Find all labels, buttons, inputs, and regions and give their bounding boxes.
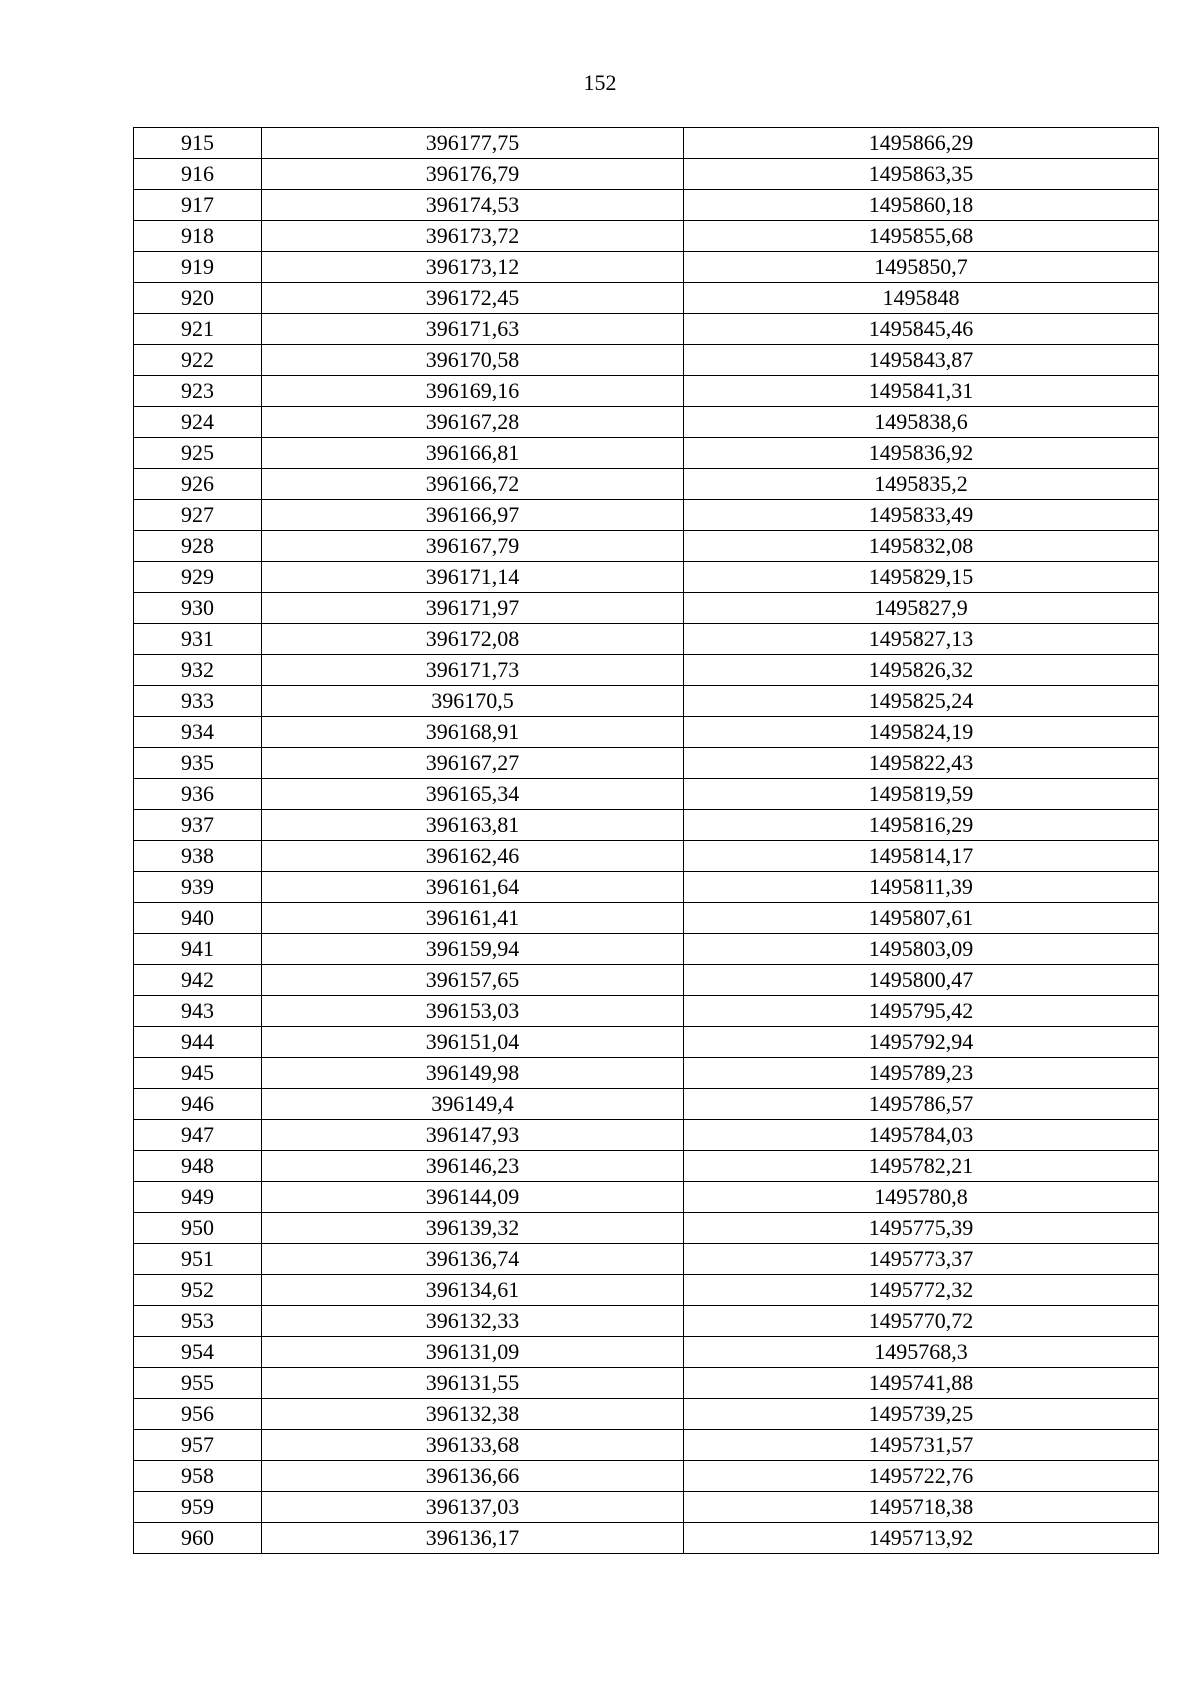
x-coordinate-cell: 396161,64	[262, 872, 684, 903]
x-coordinate-cell: 396168,91	[262, 717, 684, 748]
table-row	[134, 1337, 1159, 1368]
y-coordinate-cell: 1495780,8	[684, 1182, 1159, 1213]
table-row	[134, 1492, 1159, 1523]
table-row	[134, 283, 1159, 314]
point-number-cell: 940	[134, 903, 262, 934]
table-row	[134, 190, 1159, 221]
y-coordinate-cell: 1495713,92	[684, 1523, 1159, 1554]
point-number-cell: 945	[134, 1058, 262, 1089]
y-coordinate-cell: 1495722,76	[684, 1461, 1159, 1492]
table-row	[134, 1430, 1159, 1461]
x-coordinate-cell: 396149,98	[262, 1058, 684, 1089]
x-coordinate-cell: 396131,55	[262, 1368, 684, 1399]
y-coordinate-cell: 1495784,03	[684, 1120, 1159, 1151]
y-coordinate-cell: 1495855,68	[684, 221, 1159, 252]
point-number-cell: 923	[134, 376, 262, 407]
y-coordinate-cell: 1495775,39	[684, 1213, 1159, 1244]
point-number-cell: 932	[134, 655, 262, 686]
x-coordinate-cell: 396165,34	[262, 779, 684, 810]
point-number-cell: 954	[134, 1337, 262, 1368]
x-coordinate-cell: 396174,53	[262, 190, 684, 221]
y-coordinate-cell: 1495803,09	[684, 934, 1159, 965]
y-coordinate-cell: 1495827,9	[684, 593, 1159, 624]
y-coordinate-cell: 1495718,38	[684, 1492, 1159, 1523]
point-number-cell: 924	[134, 407, 262, 438]
point-number-cell: 939	[134, 872, 262, 903]
point-number-cell: 941	[134, 934, 262, 965]
table-row	[134, 1244, 1159, 1275]
x-coordinate-cell: 396167,28	[262, 407, 684, 438]
point-number-cell: 950	[134, 1213, 262, 1244]
table-row	[134, 1120, 1159, 1151]
y-coordinate-cell: 1495800,47	[684, 965, 1159, 996]
x-coordinate-cell: 396132,33	[262, 1306, 684, 1337]
point-number-cell: 929	[134, 562, 262, 593]
y-coordinate-cell: 1495824,19	[684, 717, 1159, 748]
table-row	[134, 1027, 1159, 1058]
point-number-cell: 921	[134, 314, 262, 345]
y-coordinate-cell: 1495826,32	[684, 655, 1159, 686]
x-coordinate-cell: 396146,23	[262, 1151, 684, 1182]
table-row	[134, 593, 1159, 624]
point-number-cell: 946	[134, 1089, 262, 1120]
x-coordinate-cell: 396136,17	[262, 1523, 684, 1554]
x-coordinate-cell: 396139,32	[262, 1213, 684, 1244]
x-coordinate-cell: 396172,45	[262, 283, 684, 314]
point-number-cell: 953	[134, 1306, 262, 1337]
y-coordinate-cell: 1495838,6	[684, 407, 1159, 438]
y-coordinate-cell: 1495829,15	[684, 562, 1159, 593]
y-coordinate-cell: 1495866,29	[684, 128, 1159, 159]
table-row	[134, 779, 1159, 810]
x-coordinate-cell: 396170,5	[262, 686, 684, 717]
y-coordinate-cell: 1495789,23	[684, 1058, 1159, 1089]
table-row	[134, 128, 1159, 159]
x-coordinate-cell: 396176,79	[262, 159, 684, 190]
y-coordinate-cell: 1495807,61	[684, 903, 1159, 934]
y-coordinate-cell: 1495845,46	[684, 314, 1159, 345]
y-coordinate-cell: 1495782,21	[684, 1151, 1159, 1182]
table-row	[134, 717, 1159, 748]
point-number-cell: 958	[134, 1461, 262, 1492]
table-row	[134, 562, 1159, 593]
table-row	[134, 965, 1159, 996]
x-coordinate-cell: 396171,14	[262, 562, 684, 593]
y-coordinate-cell: 1495848	[684, 283, 1159, 314]
x-coordinate-cell: 396136,66	[262, 1461, 684, 1492]
y-coordinate-cell: 1495832,08	[684, 531, 1159, 562]
table-row	[134, 345, 1159, 376]
y-coordinate-cell: 1495731,57	[684, 1430, 1159, 1461]
point-number-cell: 944	[134, 1027, 262, 1058]
table-row	[134, 1523, 1159, 1554]
y-coordinate-cell: 1495836,92	[684, 438, 1159, 469]
table-row	[134, 686, 1159, 717]
y-coordinate-cell: 1495841,31	[684, 376, 1159, 407]
x-coordinate-cell: 396171,97	[262, 593, 684, 624]
table-row	[134, 1461, 1159, 1492]
x-coordinate-cell: 396151,04	[262, 1027, 684, 1058]
x-coordinate-cell: 396171,73	[262, 655, 684, 686]
coordinates-table-body	[134, 128, 1159, 1554]
x-coordinate-cell: 396166,72	[262, 469, 684, 500]
table-row	[134, 934, 1159, 965]
y-coordinate-cell: 1495827,13	[684, 624, 1159, 655]
x-coordinate-cell: 396133,68	[262, 1430, 684, 1461]
y-coordinate-cell: 1495770,72	[684, 1306, 1159, 1337]
x-coordinate-cell: 396163,81	[262, 810, 684, 841]
point-number-cell: 934	[134, 717, 262, 748]
x-coordinate-cell: 396137,03	[262, 1492, 684, 1523]
y-coordinate-cell: 1495819,59	[684, 779, 1159, 810]
x-coordinate-cell: 396173,72	[262, 221, 684, 252]
table-row	[134, 1058, 1159, 1089]
table-row	[134, 1213, 1159, 1244]
table-row	[134, 1275, 1159, 1306]
x-coordinate-cell: 396167,79	[262, 531, 684, 562]
table-row	[134, 872, 1159, 903]
table-row	[134, 810, 1159, 841]
x-coordinate-cell: 396132,38	[262, 1399, 684, 1430]
x-coordinate-cell: 396173,12	[262, 252, 684, 283]
y-coordinate-cell: 1495843,87	[684, 345, 1159, 376]
y-coordinate-cell: 1495822,43	[684, 748, 1159, 779]
point-number-cell: 948	[134, 1151, 262, 1182]
x-coordinate-cell: 396159,94	[262, 934, 684, 965]
point-number-cell: 933	[134, 686, 262, 717]
y-coordinate-cell: 1495772,32	[684, 1275, 1159, 1306]
table-row	[134, 221, 1159, 252]
x-coordinate-cell: 396136,74	[262, 1244, 684, 1275]
point-number-cell: 960	[134, 1523, 262, 1554]
y-coordinate-cell: 1495773,37	[684, 1244, 1159, 1275]
point-number-cell: 943	[134, 996, 262, 1027]
y-coordinate-cell: 1495814,17	[684, 841, 1159, 872]
point-number-cell: 915	[134, 128, 262, 159]
x-coordinate-cell: 396153,03	[262, 996, 684, 1027]
y-coordinate-cell: 1495850,7	[684, 252, 1159, 283]
point-number-cell: 926	[134, 469, 262, 500]
point-number-cell: 936	[134, 779, 262, 810]
table-row	[134, 1306, 1159, 1337]
point-number-cell: 957	[134, 1430, 262, 1461]
x-coordinate-cell: 396144,09	[262, 1182, 684, 1213]
x-coordinate-cell: 396157,65	[262, 965, 684, 996]
table-row	[134, 748, 1159, 779]
point-number-cell: 925	[134, 438, 262, 469]
x-coordinate-cell: 396170,58	[262, 345, 684, 376]
x-coordinate-cell: 396162,46	[262, 841, 684, 872]
x-coordinate-cell: 396177,75	[262, 128, 684, 159]
x-coordinate-cell: 396131,09	[262, 1337, 684, 1368]
point-number-cell: 956	[134, 1399, 262, 1430]
point-number-cell: 928	[134, 531, 262, 562]
table-row	[134, 438, 1159, 469]
x-coordinate-cell: 396169,16	[262, 376, 684, 407]
point-number-cell: 931	[134, 624, 262, 655]
table-row	[134, 1182, 1159, 1213]
x-coordinate-cell: 396166,97	[262, 500, 684, 531]
x-coordinate-cell: 396161,41	[262, 903, 684, 934]
table-row	[134, 996, 1159, 1027]
x-coordinate-cell: 396147,93	[262, 1120, 684, 1151]
table-row	[134, 1151, 1159, 1182]
table-row	[134, 159, 1159, 190]
x-coordinate-cell: 396149,4	[262, 1089, 684, 1120]
y-coordinate-cell: 1495860,18	[684, 190, 1159, 221]
point-number-cell: 947	[134, 1120, 262, 1151]
y-coordinate-cell: 1495833,49	[684, 500, 1159, 531]
point-number-cell: 930	[134, 593, 262, 624]
table-row	[134, 903, 1159, 934]
point-number-cell: 927	[134, 500, 262, 531]
point-number-cell: 959	[134, 1492, 262, 1523]
x-coordinate-cell: 396134,61	[262, 1275, 684, 1306]
x-coordinate-cell: 396167,27	[262, 748, 684, 779]
x-coordinate-cell: 396172,08	[262, 624, 684, 655]
point-number-cell: 917	[134, 190, 262, 221]
point-number-cell: 937	[134, 810, 262, 841]
table-row	[134, 314, 1159, 345]
point-number-cell: 935	[134, 748, 262, 779]
y-coordinate-cell: 1495816,29	[684, 810, 1159, 841]
y-coordinate-cell: 1495792,94	[684, 1027, 1159, 1058]
y-coordinate-cell: 1495825,24	[684, 686, 1159, 717]
table-row	[134, 841, 1159, 872]
y-coordinate-cell: 1495811,39	[684, 872, 1159, 903]
point-number-cell: 942	[134, 965, 262, 996]
y-coordinate-cell: 1495863,35	[684, 159, 1159, 190]
y-coordinate-cell: 1495795,42	[684, 996, 1159, 1027]
point-number-cell: 920	[134, 283, 262, 314]
table-row	[134, 407, 1159, 438]
y-coordinate-cell: 1495741,88	[684, 1368, 1159, 1399]
point-number-cell: 951	[134, 1244, 262, 1275]
point-number-cell: 949	[134, 1182, 262, 1213]
y-coordinate-cell: 1495786,57	[684, 1089, 1159, 1120]
table-row	[134, 624, 1159, 655]
x-coordinate-cell: 396166,81	[262, 438, 684, 469]
table-row	[134, 531, 1159, 562]
coordinates-table	[133, 127, 1159, 1554]
x-coordinate-cell: 396171,63	[262, 314, 684, 345]
y-coordinate-cell: 1495739,25	[684, 1399, 1159, 1430]
point-number-cell: 952	[134, 1275, 262, 1306]
table-row	[134, 1368, 1159, 1399]
point-number-cell: 916	[134, 159, 262, 190]
y-coordinate-cell: 1495835,2	[684, 469, 1159, 500]
point-number-cell: 922	[134, 345, 262, 376]
point-number-cell: 938	[134, 841, 262, 872]
point-number-cell: 919	[134, 252, 262, 283]
y-coordinate-cell: 1495768,3	[684, 1337, 1159, 1368]
table-row	[134, 252, 1159, 283]
table-row	[134, 500, 1159, 531]
table-row	[134, 469, 1159, 500]
table-row	[134, 1399, 1159, 1430]
table-row	[134, 376, 1159, 407]
table-row	[134, 655, 1159, 686]
table-row	[134, 1089, 1159, 1120]
point-number-cell: 918	[134, 221, 262, 252]
point-number-cell: 955	[134, 1368, 262, 1399]
page-number: 152	[583, 70, 617, 95]
